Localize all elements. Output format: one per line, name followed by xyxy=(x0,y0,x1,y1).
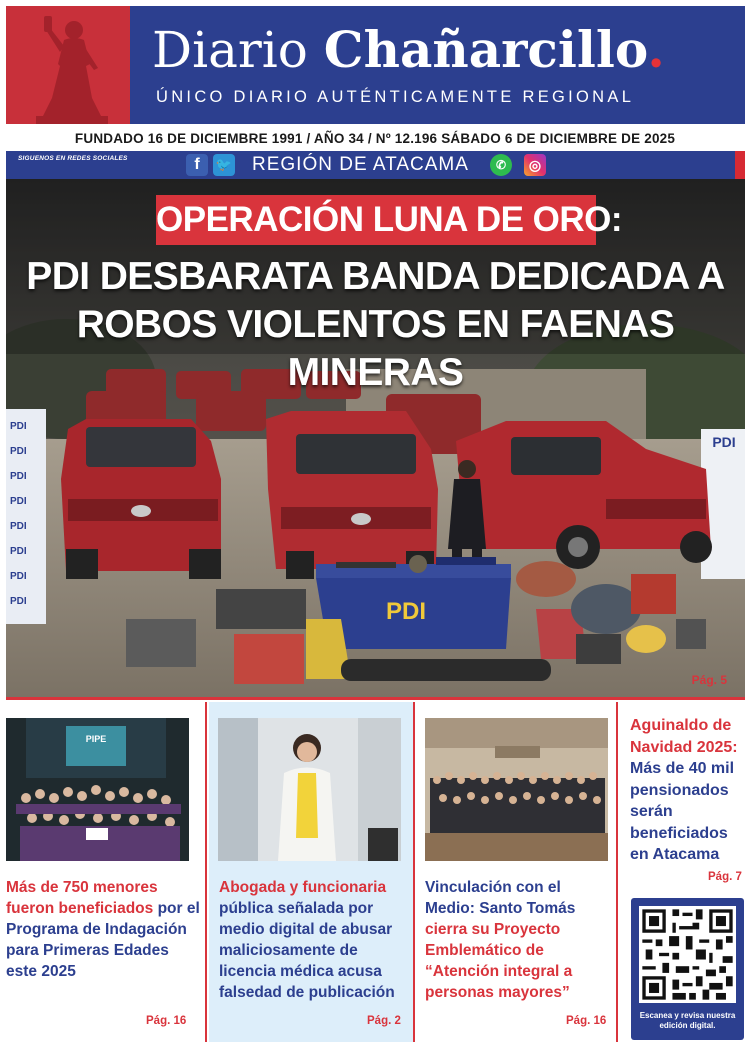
hero-page-ref: Pág. 5 xyxy=(691,673,727,687)
hero-story[interactable] xyxy=(6,179,745,697)
instagram-icon[interactable]: ◎ xyxy=(524,154,546,176)
story-2-photo xyxy=(218,718,401,861)
newspaper-title[interactable]: Diario Chañarcillo. xyxy=(152,20,665,79)
social-bar xyxy=(6,151,745,179)
svg-text:PDI: PDI xyxy=(10,546,27,557)
twitter-icon[interactable]: 🐦 xyxy=(213,154,235,176)
story-3-photo xyxy=(425,718,608,861)
story-1-photo xyxy=(6,718,189,861)
social-bar-accent xyxy=(735,151,745,179)
svg-text:PDI: PDI xyxy=(10,421,27,432)
story-2-page-ref: Pág. 2 xyxy=(367,1015,401,1027)
svg-text:PDI: PDI xyxy=(10,471,27,482)
story-3-page-ref: Pág. 16 xyxy=(566,1015,607,1027)
pdi-table xyxy=(316,555,511,649)
column-divider-1 xyxy=(205,702,207,1042)
svg-text:PDI: PDI xyxy=(10,596,27,607)
masthead xyxy=(0,0,750,126)
story-column-2[interactable] xyxy=(209,702,413,1042)
dateline: FUNDADO 16 DE DICIEMBRE 1991 / AÑO 34 / Nº 12.196 SÁBADO 6 DE DICIEMBRE DE 2025 xyxy=(74,131,676,146)
svg-text:PDI: PDI xyxy=(10,446,27,457)
tagline: ÚNICO DIARIO AUTÉNTICAMENTE REGIONAL xyxy=(156,88,635,106)
qr-code-box[interactable] xyxy=(631,898,744,1040)
section-divider xyxy=(6,697,745,700)
truck-middle xyxy=(266,411,438,579)
title-box xyxy=(130,6,745,124)
sidebar-page-ref: Pág. 7 xyxy=(708,871,742,883)
story-3-text[interactable]: Vinculación con el Medio: Santo Tomás cierra su Proyecto Emblemático de “Atención integral a personas mayores” xyxy=(425,879,576,1001)
statue-logo xyxy=(6,6,130,124)
svg-text:PDI: PDI xyxy=(10,496,27,507)
column-divider-3 xyxy=(616,702,618,1042)
hero-kicker: OPERACIÓN LUNA DE ORO: xyxy=(156,195,596,245)
story-column-1[interactable] xyxy=(0,702,205,1042)
facebook-icon[interactable]: f xyxy=(186,154,208,176)
statue-silhouette-icon xyxy=(6,6,130,124)
region-label: REGIÓN DE ATACAMA xyxy=(252,154,469,175)
pipe-sign: PIPE xyxy=(85,734,107,744)
whatsapp-icon[interactable]: ✆ xyxy=(490,154,512,176)
story-column-3[interactable] xyxy=(416,702,616,1042)
svg-text:PDI: PDI xyxy=(10,571,27,582)
hero-headline-line2: ROBOS VIOLENTOS EN FAENAS MINERAS xyxy=(76,303,675,394)
story-2-text[interactable]: Abogada y funcionaria pública señalada por medio digital de abusar maliciosamente de licencia médica acusa falsedad de publicación xyxy=(219,879,395,1001)
qr-code-icon xyxy=(639,906,736,1003)
pdi-table-logo: PDI xyxy=(385,598,427,625)
qr-caption: Escanea y revisa nuestra edición digital. xyxy=(639,1011,736,1030)
hero-headline[interactable] xyxy=(6,253,745,397)
sidebar-story[interactable]: Aguinaldo de Navidad 2025: Más de 40 mil pensionados serán beneficiados en Atacama xyxy=(630,717,738,863)
story-1-text[interactable]: Más de 750 menores fueron beneficiados por el Programa de Indagación para Primeras Edades este 2025 xyxy=(6,879,200,980)
column-divider-2 xyxy=(413,702,415,1042)
story-1-page-ref: Pág. 16 xyxy=(146,1015,187,1027)
hero-banner-text: PDI xyxy=(712,434,736,450)
hero-headline-line1: PDI DESBARATA BANDA DEDICADA A xyxy=(26,255,725,298)
svg-text:PDI: PDI xyxy=(10,521,27,532)
truck-left xyxy=(61,419,221,579)
social-label: SIGUENOS EN REDES SOCIALES xyxy=(18,155,128,162)
